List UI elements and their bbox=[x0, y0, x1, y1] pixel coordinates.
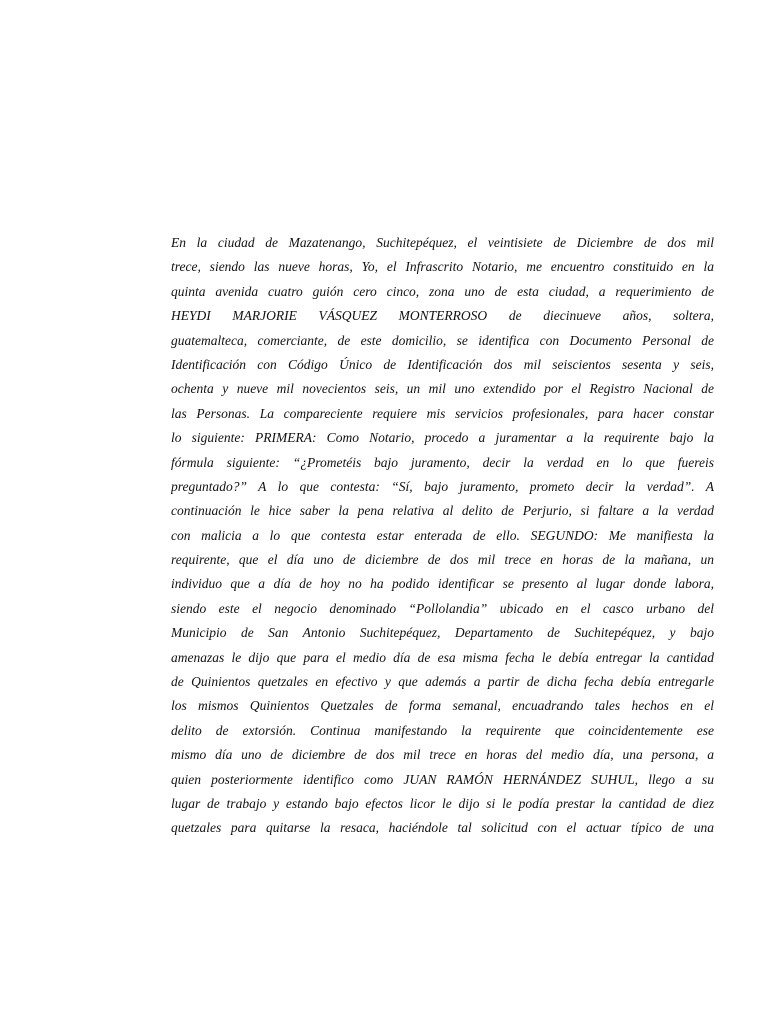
body-line-18: amenazas le dijo que para el medio día de esa misma fecha le debía entregar la cantidad bbox=[171, 649, 714, 665]
body-line-8: las Personas. La compareciente requiere mis servicios profesionales, para hacer constar bbox=[171, 405, 714, 421]
body-line-6: Identificación con Código Único de Identificación dos mil seiscientos sesenta y seis, bbox=[171, 356, 714, 372]
body-line-10: fórmula siguiente: “¿Prometéis bajo juramento, decir la verdad en lo que fuereis bbox=[171, 454, 714, 470]
body-line-15: individuo que a día de hoy no ha podido identificar se presento al lugar donde labora, bbox=[171, 576, 714, 592]
body-line-12: continuación le hice saber la pena relativa al delito de Perjurio, si faltare a la verdad bbox=[171, 503, 714, 519]
body-line-21: delito de extorsión. Continua manifestando la requirente que coincidentemente ese bbox=[171, 722, 714, 738]
body-line-5: guatemalteca, comerciante, de este domicilio, se identifica con Documento Personal de bbox=[171, 332, 714, 348]
body-line-7: ochenta y nueve mil novecientos seis, un mil uno extendido por el Registro Nacional de bbox=[171, 381, 714, 397]
body-line-11: preguntado?” A lo que contesta: “Sí, bajo juramento, prometo decir la verdad”. A bbox=[171, 478, 714, 494]
body-line-3: quinta avenida cuatro guión cero cinco, zona uno de esta ciudad, a requerimiento de bbox=[171, 283, 714, 299]
body-line-9: lo siguiente: PRIMERA: Como Notario, procedo a juramentar a la requirente bajo la bbox=[171, 430, 714, 446]
body-line-25: quetzales para quitarse la resaca, haciéndole tal solicitud con el actuar típico de una bbox=[171, 820, 714, 836]
body-line-1: En la ciudad de Mazatenango, Suchitepéquez, el veintisiete de Diciembre de dos mil bbox=[171, 235, 714, 250]
body-line-19: de Quinientos quetzales en efectivo y que además a partir de dicha fecha debía entregarle bbox=[171, 674, 714, 690]
body-line-17: Municipio de San Antonio Suchitepéquez, Departamento de Suchitepéquez, y bajo bbox=[171, 625, 714, 641]
body-line-16: siendo este el negocio denominado “Pollolandia” ubicado en el casco urbano del bbox=[171, 600, 714, 616]
body-line-2: trece, siendo las nueve horas, Yo, el Infrascrito Notario, me encuentro constituido en la bbox=[171, 259, 714, 275]
body-line-14: requirente, que el día uno de diciembre de dos mil trece en horas de la mañana, un bbox=[171, 552, 714, 568]
body-line-24: lugar de trabajo y estando bajo efectos licor le dijo si le podía prestar la cantidad de diez bbox=[171, 795, 714, 811]
body-line-22: mismo día uno de diciembre de dos mil trece en horas del medio día, una persona, a bbox=[171, 747, 714, 763]
document-body bbox=[171, 231, 714, 841]
body-line-23: quien posteriormente identifico como JUAN RAMÓN HERNÁNDEZ SUHUL, llego a su bbox=[171, 771, 714, 787]
body-line-13: con malicia a lo que contesta estar enterada de ello. SEGUNDO: Me manifiesta la bbox=[171, 527, 714, 543]
body-line-4: HEYDI MARJORIE VÁSQUEZ MONTERROSO de diecinueve años, soltera, bbox=[171, 308, 714, 324]
body-line-20: los mismos Quinientos Quetzales de forma semanal, encuadrando tales hechos en el bbox=[171, 698, 714, 714]
